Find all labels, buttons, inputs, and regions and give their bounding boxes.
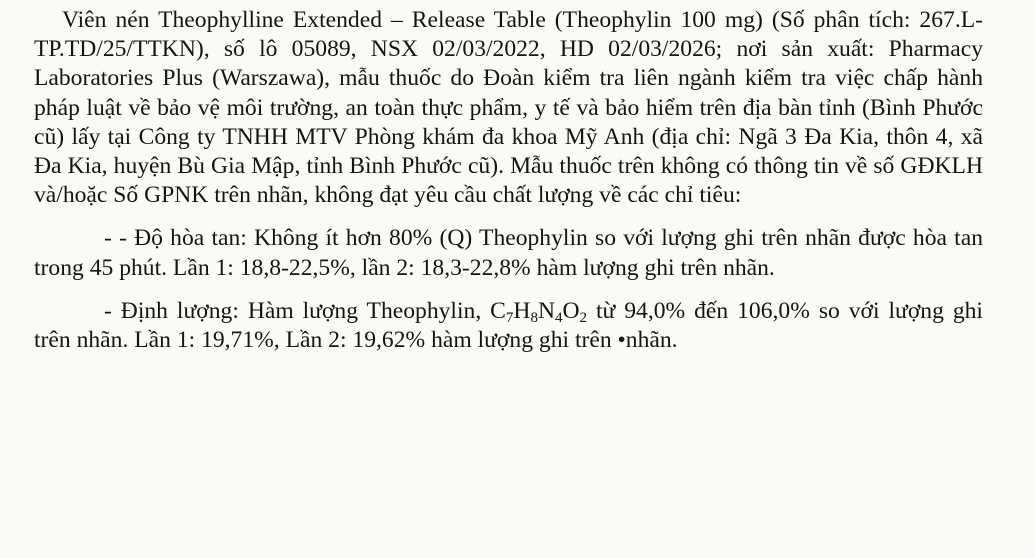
formula-element-c: C — [490, 297, 506, 324]
formula-subscript-h: 8 — [530, 309, 538, 326]
chemical-formula — [490, 298, 587, 324]
paragraph-gap — [34, 283, 983, 297]
formula-element-h: H — [513, 297, 531, 324]
formula-subscript-n: 4 — [555, 309, 563, 326]
formula-element-o: O — [562, 297, 580, 324]
formula-element-n: N — [537, 297, 555, 324]
sample-description-paragraph: Viên nén Theophylline Extended – Release Table (Theophylin 100 mg) (Số phân tích: 267.L-TP.TD/25/TTKN), số lô 05089, NSX 02/03/2022, HD 02/03/2026; nơi sản xuất: Pharmacy Laboratories Plus (Warszawa), mẫu thuốc do Đoàn kiểm tra liên ngành kiểm tra việc chấp hành pháp luật về bảo vệ môi trường, an toàn thực phẩm, y tế và bảo hiểm trên địa bàn tỉnh (Bình Phước cũ) lấy tại Công ty TNHH MTV Phòng khám đa khoa Mỹ Anh (địa chỉ: Ngã 3 Đa Kia, thôn 4, xã Đa Kia, huyện Bù Gia Mập, tỉnh Bình Phước cũ). Mẫu thuốc trên không có thông tin về số GĐKLH và/hoặc Số GPNK trên nhãn, không đạt yêu cầu chất lượng về các chỉ tiêu: — [34, 7, 983, 209]
assay-criterion-item — [34, 297, 983, 355]
assay-text-before-formula: - Định lượng: Hàm lượng Theophylin, — [104, 297, 491, 324]
formula-subscript-c: 7 — [505, 309, 514, 326]
assay-text-after-formula: từ 94,0% đến 106,0% so với lượng ghi trên nhãn. Lần 1: 19,71%, Lần 2: 19,62% hàm lượng ghi trên •nhãn. — [34, 297, 983, 354]
dissolution-criterion-item: - - Độ hòa tan: Không ít hơn 80% (Q) Theophylin so với lượng ghi trên nhãn được hòa tan trong 45 phút. Lần 1: 18,8-22,5%, lần 2: 18,3-22,8% hàm lượng ghi trên nhãn. — [34, 225, 983, 281]
paragraph-gap — [34, 210, 983, 224]
formula-subscript-o: 2 — [579, 309, 588, 326]
